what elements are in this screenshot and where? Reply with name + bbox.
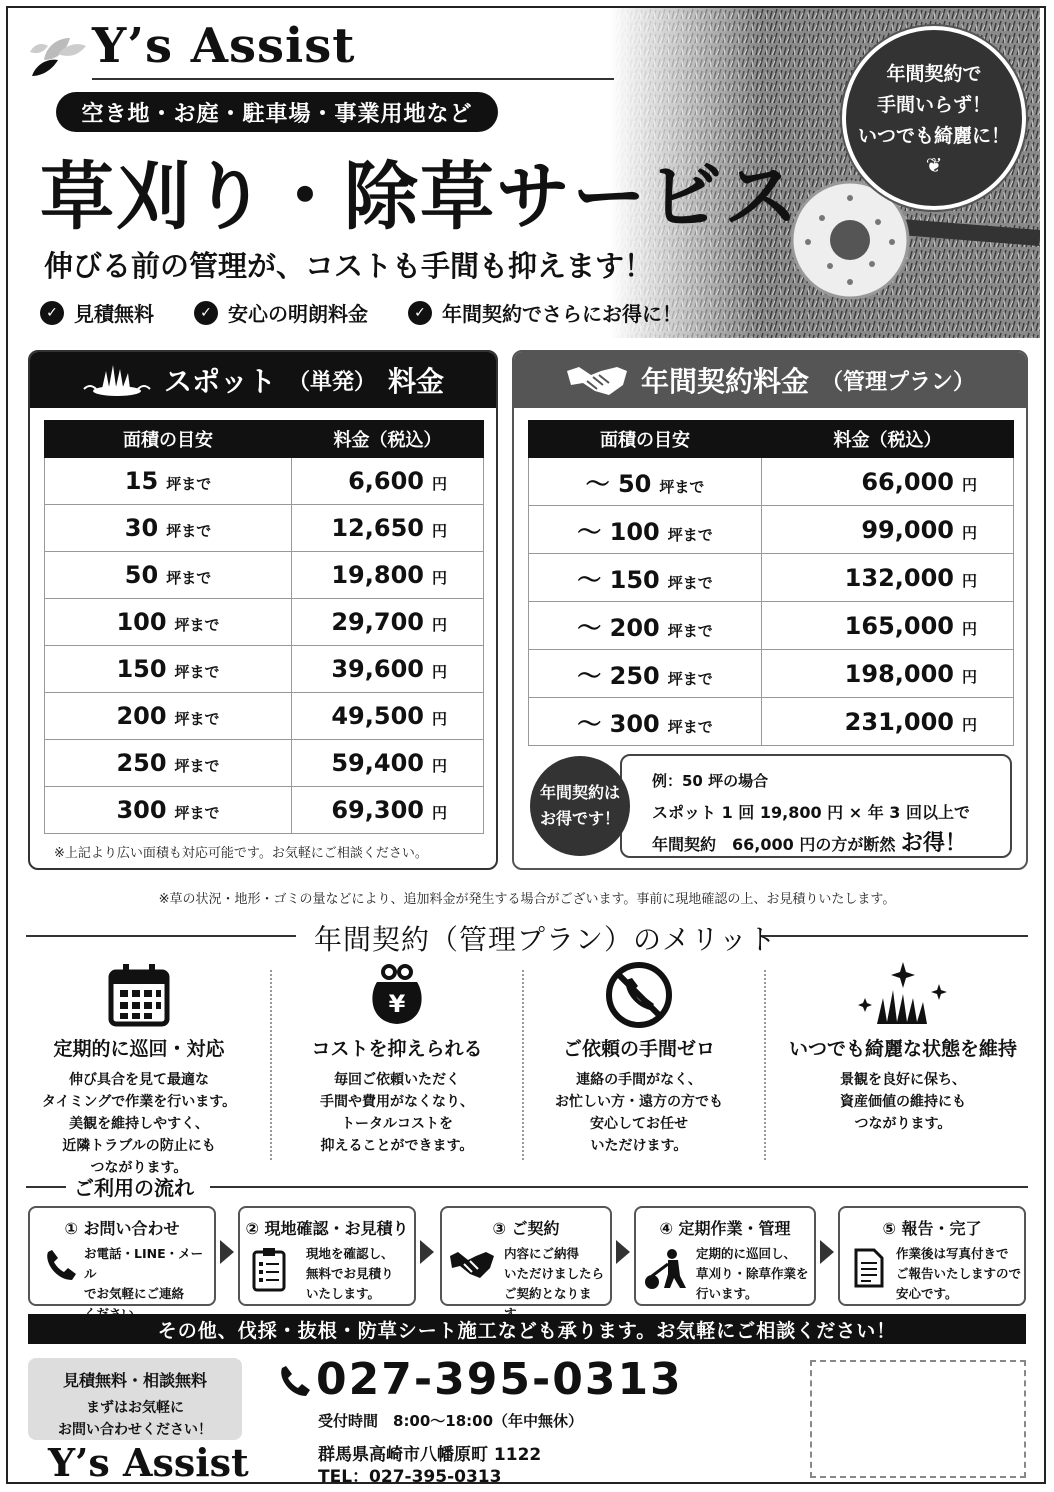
area-cell — [45, 646, 292, 693]
area-value: 50 — [124, 561, 159, 589]
example-highlight: お得！ — [900, 831, 967, 856]
merit-regular-patrol — [14, 956, 264, 1179]
fee-cell — [292, 646, 484, 693]
purse-icon — [367, 964, 427, 1026]
tag-line: お得です！ — [539, 809, 620, 828]
check-icon: ✓ — [40, 301, 64, 325]
area-unit: 坪まで — [166, 475, 212, 493]
tag-line: 年間契約は — [539, 783, 620, 802]
fee-value: 12,650 — [331, 514, 424, 542]
fee-value: 59,400 — [331, 749, 424, 777]
fee-value: 19,800 — [331, 561, 424, 589]
area-value: ～ 100 — [577, 518, 660, 546]
area-value: 100 — [116, 608, 167, 636]
table-row — [45, 552, 484, 599]
area-cell — [529, 458, 762, 506]
no-phone-icon — [604, 960, 674, 1030]
section-rule — [210, 1186, 1028, 1188]
flow-arrow-icon — [820, 1240, 834, 1264]
area-unit: 坪まで — [174, 663, 220, 681]
svg-text:¥: ¥ — [388, 990, 406, 1018]
table-row — [529, 650, 1014, 698]
check-icon: ✓ — [408, 301, 432, 325]
fee-unit: 円 — [431, 663, 447, 681]
check-item — [40, 298, 154, 327]
merit-zero-effort — [514, 956, 764, 1157]
footer-tel: TEL：027-395-0313 — [318, 1467, 502, 1487]
example-line: スポット 1 回 19,800 円 × 年 3 回以上で — [652, 803, 970, 822]
area-cell — [529, 602, 762, 650]
step-title: ② 現地確認・お見積り — [245, 1219, 409, 1238]
step-title: ③ ご契約 — [492, 1219, 560, 1238]
area-cell — [529, 650, 762, 698]
table-row — [45, 693, 484, 740]
step-text: 安心です。 — [896, 1286, 958, 1301]
table-row — [529, 554, 1014, 602]
fee-unit: 円 — [431, 757, 447, 775]
step-title: ④ 定期作業・管理 — [659, 1219, 791, 1238]
area-unit: 坪まで — [174, 710, 220, 728]
merit-text: いただけます。 — [590, 1138, 688, 1154]
flow-arrow-icon — [616, 1240, 630, 1264]
merit-text: 景観を良好に保ち、 — [840, 1072, 966, 1088]
table-row — [529, 506, 1014, 554]
flow-step-contract — [440, 1206, 612, 1306]
area-unit: 坪まで — [659, 478, 705, 496]
table-row — [45, 458, 484, 505]
badge-line: 手間いらず！ — [876, 93, 991, 116]
fee-cell — [762, 650, 1014, 698]
leaf-logo-icon — [24, 24, 90, 84]
sparkling-grass-icon — [853, 960, 953, 1030]
fee-value: 29,700 — [331, 608, 424, 636]
fee-cell — [762, 506, 1014, 554]
step-text: 作業後は写真付きで — [896, 1246, 1009, 1261]
spot-price-table — [44, 420, 484, 834]
spot-price-panel — [28, 350, 498, 870]
step-text: でお気軽にご連絡 — [84, 1286, 185, 1301]
spot-panel-header — [30, 352, 496, 408]
merit-text: お忙しい方・遠方の方でも — [555, 1094, 723, 1110]
example-line: 年間契約 66,000 円の方が断然 — [652, 835, 896, 854]
grass-icon — [82, 363, 152, 397]
area-value: 30 — [124, 514, 159, 542]
area-value: 200 — [116, 702, 167, 730]
area-cell — [529, 506, 762, 554]
fee-cell — [762, 698, 1014, 746]
merit-text: 安心してお任せ — [590, 1116, 688, 1132]
area-cell — [45, 787, 292, 834]
area-unit: 坪まで — [166, 522, 212, 540]
blank-dashed-box — [810, 1360, 1026, 1478]
table-row — [45, 740, 484, 787]
area-value: 15 — [124, 467, 159, 495]
calendar-icon — [107, 962, 171, 1028]
spot-note: ※上記より広い面積も対応可能です。お気軽にご相談ください。 — [54, 846, 428, 861]
annual-title: 年間契約料金 — [640, 365, 809, 398]
merit-text: つながります。 — [854, 1116, 952, 1132]
area-cell — [45, 693, 292, 740]
section-rule — [760, 935, 1028, 937]
step-text: ご契約となりま — [504, 1286, 592, 1301]
merit-text: 手間や費用がなくなり、 — [320, 1094, 474, 1110]
merit-section-title: 年間契約（管理プラン）のメリット — [314, 923, 777, 956]
section-rule — [26, 935, 296, 937]
fee-unit: 円 — [431, 569, 447, 587]
address: 群馬県高崎市八幡原町 1122 — [318, 1445, 542, 1465]
area-cell — [45, 458, 292, 505]
area-cell — [45, 505, 292, 552]
merit-text: 資産価値の維持にも — [840, 1094, 966, 1110]
annual-panel-header — [514, 352, 1026, 408]
merit-title: コストを抑えられる — [311, 1038, 483, 1060]
fee-unit: 円 — [431, 522, 447, 540]
area-unit: 坪まで — [667, 670, 713, 688]
col-header-fee: 料金（税込） — [292, 421, 484, 458]
col-header-fee: 料金（税込） — [762, 421, 1014, 458]
flow-step-inquiry — [28, 1206, 216, 1306]
feature-checks — [40, 298, 682, 327]
fee-value: 231,000 — [844, 707, 954, 736]
phone-icon — [42, 1248, 78, 1284]
merit-title: 定期的に巡回・対応 — [53, 1038, 225, 1060]
area-unit: 坪まで — [174, 616, 220, 634]
mowing-worker-icon — [642, 1248, 690, 1290]
table-row — [45, 505, 484, 552]
area-value: ～ 200 — [577, 614, 660, 642]
page-headline: 草刈り・除草サービス — [40, 154, 800, 240]
merit-text: 連絡の手間がなく、 — [576, 1072, 702, 1088]
fee-value: 66,000 — [861, 467, 954, 496]
table-row — [45, 787, 484, 834]
col-header-area: 面積の目安 — [45, 421, 292, 458]
fee-cell — [292, 505, 484, 552]
step-title: ① お問い合わせ — [64, 1219, 180, 1238]
merit-text: 近隣トラブルの防止にも — [62, 1138, 216, 1154]
merit-text: トータルコストを — [341, 1116, 453, 1132]
area-unit: 坪まで — [667, 526, 713, 544]
handshake-icon — [565, 361, 629, 399]
badge-line: いつでも綺麗に！ — [857, 124, 1010, 147]
merit-text: 毎回ご依頼いただく — [334, 1072, 460, 1088]
check-label: 年間契約でさらにお得に！ — [442, 302, 682, 326]
fee-value: 198,000 — [844, 659, 954, 688]
annual-title-sub: （管理プラン） — [821, 369, 976, 395]
business-hours: 受付時間 8:00～18:00（年中無休） — [318, 1412, 584, 1430]
spot-title-end: 料金 — [388, 365, 445, 398]
spot-title-sub: （単発） — [287, 369, 376, 395]
merit-text: つながります。 — [90, 1160, 188, 1176]
fee-value: 69,300 — [331, 796, 424, 824]
fee-cell — [292, 787, 484, 834]
fee-value: 132,000 — [844, 563, 954, 592]
fee-cell — [762, 458, 1014, 506]
fee-unit: 円 — [431, 710, 447, 728]
fee-value: 49,500 — [331, 702, 424, 730]
check-item — [408, 298, 682, 327]
step-text: 現地を確認し、 — [306, 1246, 394, 1261]
fee-cell — [292, 458, 484, 505]
step-text: いただけましたら — [504, 1266, 605, 1281]
document-icon — [852, 1248, 886, 1288]
table-row — [529, 458, 1014, 506]
phone-icon — [276, 1364, 312, 1400]
section-rule — [26, 1186, 66, 1188]
area-unit: 坪まで — [166, 569, 212, 587]
merit-title: いつでも綺麗な状態を維持 — [788, 1038, 1017, 1060]
area-value: ～ 150 — [577, 566, 660, 594]
badge-line: 年間契約で — [886, 62, 982, 85]
annual-value-tag — [530, 756, 630, 856]
area-unit: 坪まで — [667, 718, 713, 736]
savings-example-box — [620, 754, 1012, 858]
flow-step-maintenance — [634, 1206, 816, 1306]
fee-unit: 円 — [961, 619, 977, 638]
area-value: ～ 250 — [577, 662, 660, 690]
check-label: 安心の明朗料金 — [228, 302, 368, 326]
free-consultation-box — [28, 1358, 242, 1440]
fee-unit: 円 — [431, 804, 447, 822]
fee-value: 39,600 — [331, 655, 424, 683]
handshake-icon — [448, 1248, 496, 1282]
phone-number[interactable] — [276, 1354, 683, 1405]
area-value: 300 — [116, 796, 167, 824]
free-text: お問い合わせください！ — [58, 1422, 212, 1438]
fee-unit: 円 — [961, 571, 977, 590]
area-cell — [45, 599, 292, 646]
check-label: 見積無料 — [74, 302, 154, 326]
page-subheadline: 伸びる前の管理が、コストも手間も抑えます！ — [44, 249, 654, 283]
fee-unit: 円 — [961, 475, 977, 494]
other-services-banner: その他、伐採・抜根・防草シート施工なども承ります。お気軽にご相談ください！ — [28, 1314, 1026, 1344]
leaf-icon: ❦ — [925, 152, 943, 177]
step-text: 内容にご納得 — [504, 1246, 580, 1261]
area-unit: 坪まで — [667, 574, 713, 592]
fee-cell — [292, 552, 484, 599]
col-header-area: 面積の目安 — [529, 421, 762, 458]
fee-cell — [292, 693, 484, 740]
brand-logo: Y’s Assist — [92, 18, 356, 74]
spot-title: スポット — [163, 365, 276, 398]
flow-arrow-icon — [220, 1240, 234, 1264]
area-value: ～ 50 — [585, 470, 652, 498]
target-areas-pill: 空き地・お庭・駐車場・事業用地など — [56, 92, 498, 132]
fee-value: 6,600 — [348, 467, 424, 495]
example-line: 例：50 坪の場合 — [652, 772, 769, 790]
step-text: 無料でお見積り — [306, 1266, 394, 1281]
annual-contract-badge — [842, 26, 1026, 210]
table-row — [529, 602, 1014, 650]
merit-divider — [764, 970, 766, 1160]
fee-unit: 円 — [961, 667, 977, 686]
annual-price-table — [528, 420, 1014, 746]
fee-unit: 円 — [961, 523, 977, 542]
step-text: 定期的に巡回し、 — [696, 1246, 797, 1261]
fee-unit: 円 — [431, 475, 447, 493]
merit-cost-saving — [272, 956, 522, 1157]
area-cell — [529, 554, 762, 602]
fee-cell — [762, 554, 1014, 602]
flow-arrow-icon — [420, 1240, 434, 1264]
area-unit: 坪まで — [174, 757, 220, 775]
merit-always-clean — [768, 956, 1038, 1135]
table-row — [529, 698, 1014, 746]
area-value: ～ 300 — [577, 710, 660, 738]
phone-number-text: 027-395-0313 — [316, 1354, 683, 1405]
fee-unit: 円 — [961, 715, 977, 734]
merit-text: 美観を維持しやすく、 — [69, 1116, 209, 1132]
table-row — [45, 599, 484, 646]
area-unit: 坪まで — [667, 622, 713, 640]
free-text: まずはお気軽に — [86, 1400, 184, 1416]
step-text: いたします。 — [306, 1286, 381, 1301]
clipboard-icon — [252, 1248, 286, 1292]
merit-text: 伸び具合を見て最適な — [69, 1072, 209, 1088]
area-cell — [45, 552, 292, 599]
step-text: お電話・LINE・メール — [84, 1246, 204, 1281]
fee-value: 99,000 — [861, 515, 954, 544]
free-title: 見積無料・相談無料 — [62, 1371, 207, 1390]
flow-step-estimate — [238, 1206, 416, 1306]
merit-title: ご依頼の手間ゼロ — [562, 1038, 715, 1060]
check-item — [194, 298, 368, 327]
step-text: 草刈り・除草作業を — [696, 1266, 809, 1281]
flow-step-report — [838, 1206, 1026, 1306]
step-title: ⑤ 報告・完了 — [882, 1219, 982, 1238]
table-row — [45, 646, 484, 693]
step-text: 行います。 — [696, 1286, 758, 1301]
area-value: 150 — [116, 655, 167, 683]
footer-brand-logo: Y’s Assist — [48, 1440, 249, 1485]
fee-unit: 円 — [431, 616, 447, 634]
pricing-disclaimer: ※草の状況・地形・ゴミの量などにより、追加料金が発生する場合がございます。事前に現地確認の上、お見積りいたします。 — [158, 892, 896, 907]
merit-text: 抑えることができます。 — [320, 1138, 474, 1154]
step-text: ご報告いたしますので — [896, 1266, 1022, 1281]
area-cell — [529, 698, 762, 746]
area-unit: 坪まで — [174, 804, 220, 822]
fee-cell — [292, 599, 484, 646]
check-icon: ✓ — [194, 301, 218, 325]
fee-cell — [762, 602, 1014, 650]
area-value: 250 — [116, 749, 167, 777]
fee-cell — [292, 740, 484, 787]
fee-value: 165,000 — [844, 611, 954, 640]
area-cell — [45, 740, 292, 787]
merit-text: タイミングで作業を行います。 — [41, 1094, 237, 1110]
brand-underline — [92, 78, 614, 80]
flow-section-title: ご利用の流れ — [74, 1176, 194, 1200]
